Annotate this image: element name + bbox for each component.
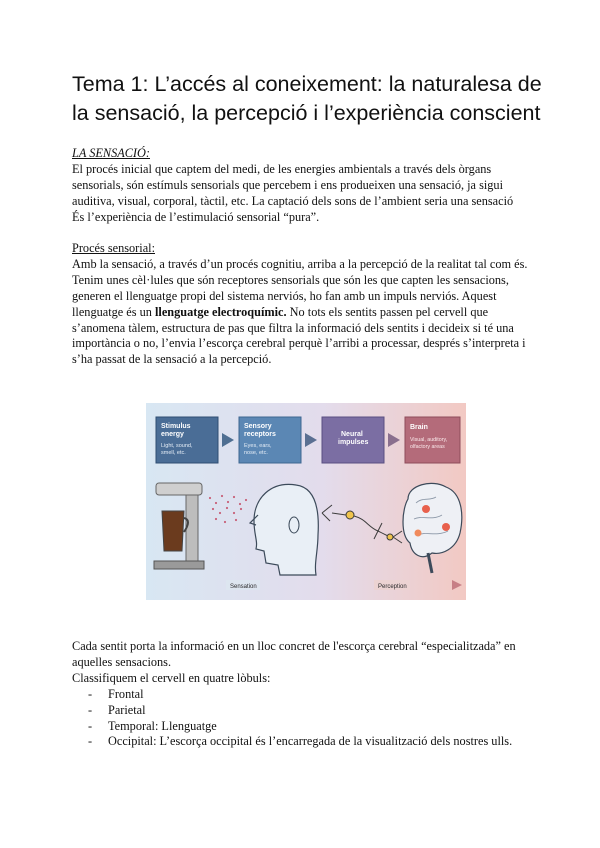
- paragraph-line: Cada sentit porta la informació en un lloc concret de l'escorça cerebral “especialitzada” en: [72, 639, 516, 653]
- paragraph-line: s’ha passat de la sensació a la percepció.: [72, 352, 272, 367]
- sensory-receptors-box: [239, 417, 301, 463]
- box-subtitle: Light, sound,: [161, 443, 193, 449]
- text-run: llenguatge és un: [72, 304, 155, 319]
- paragraph-line: generen el llenguatge propi del sistema nerviós, ho fan amb un impuls nerviós. Aquest: [72, 288, 497, 303]
- list-item: - Parietal: [72, 703, 542, 719]
- box-subtitle: smell, etc.: [161, 450, 186, 456]
- section-sensacio: [72, 146, 542, 226]
- paragraph-line: aquelles sensacions.: [72, 654, 172, 669]
- box-subtitle: Eyes, ears,: [244, 443, 272, 449]
- box-subtitle: Visual, auditory,: [410, 437, 448, 443]
- box-title: impulses: [338, 439, 369, 446]
- paragraph-line: [72, 305, 542, 321]
- section-heading-proces: Procés sensorial:: [72, 241, 155, 255]
- box-title: Brain: [410, 424, 428, 431]
- text-run: No tots els sentits passen pel cervell que: [286, 304, 489, 319]
- section-proces-sensorial: [72, 241, 542, 368]
- box-title: receptors: [244, 431, 276, 438]
- section-heading-sensacio: LA SENSACIÓ:: [72, 146, 150, 160]
- paragraph-line: Classifiquem el cervell en quatre lòbuls:: [72, 670, 271, 685]
- box-title: energy: [161, 431, 184, 438]
- neural-impulses-box: [322, 417, 384, 463]
- box-title: Neural: [341, 431, 363, 438]
- section-lobuls: [72, 639, 542, 750]
- stimulus-energy-box: [156, 417, 218, 463]
- lobes-list: [72, 687, 542, 751]
- box-title: Stimulus: [161, 423, 191, 430]
- paragraph-line: Tenim unes cèl·lules que són receptores sensorials que són les que capten les sensacions,: [72, 272, 509, 287]
- list-item: - Temporal: Llenguatge: [72, 719, 542, 735]
- page-title: Tema 1: L’accés al coneixement: la naturalesa de la sensació, la percepció i l’experiència conscient: [72, 72, 542, 125]
- axis-label-perception: Perception: [378, 584, 407, 590]
- axis-label-sensation: Sensation: [230, 584, 257, 590]
- box-subtitle: nose, etc.: [244, 450, 268, 456]
- paragraph-line: sensorials, són estímuls sensorials que percebem i ens produeixen una sensació, ja sigui: [72, 177, 503, 192]
- paragraph-line: auditiva, visual, corporal, tàctil, etc. La captació dels sons de l’ambient seria una sensació: [72, 193, 514, 208]
- list-item: - Frontal: [72, 687, 542, 703]
- bold-term: llenguatge electroquímic.: [154, 304, 287, 319]
- paragraph-line: És l’experiència de l’estimulació sensorial “pura”.: [72, 209, 320, 224]
- paragraph-line: s’anomena tàlem, estructura de pas que filtra la informació dels sentits i decideix si té una: [72, 320, 514, 335]
- paragraph-line: importància o no, l’envia l’escorça cerebral perquè l’arribi a processar, després s’interpreta i: [72, 336, 526, 351]
- brain-box: [405, 417, 460, 463]
- list-item: - Occipital: L’escorça occipital és l’encarregada de la visualització dels nostres ulls.: [72, 734, 542, 750]
- paragraph-line: Amb la sensació, a través d’un procés cognitiu, arriba a la percepció de la realitat tal com és.: [72, 256, 528, 271]
- box-subtitle: olfactory areas: [410, 444, 445, 450]
- box-title: Sensory: [244, 423, 272, 430]
- sensation-perception-figure: [146, 403, 466, 600]
- paragraph-line: El procés inicial que captem del medi, de les energies ambientals a través dels òrgans: [72, 161, 492, 176]
